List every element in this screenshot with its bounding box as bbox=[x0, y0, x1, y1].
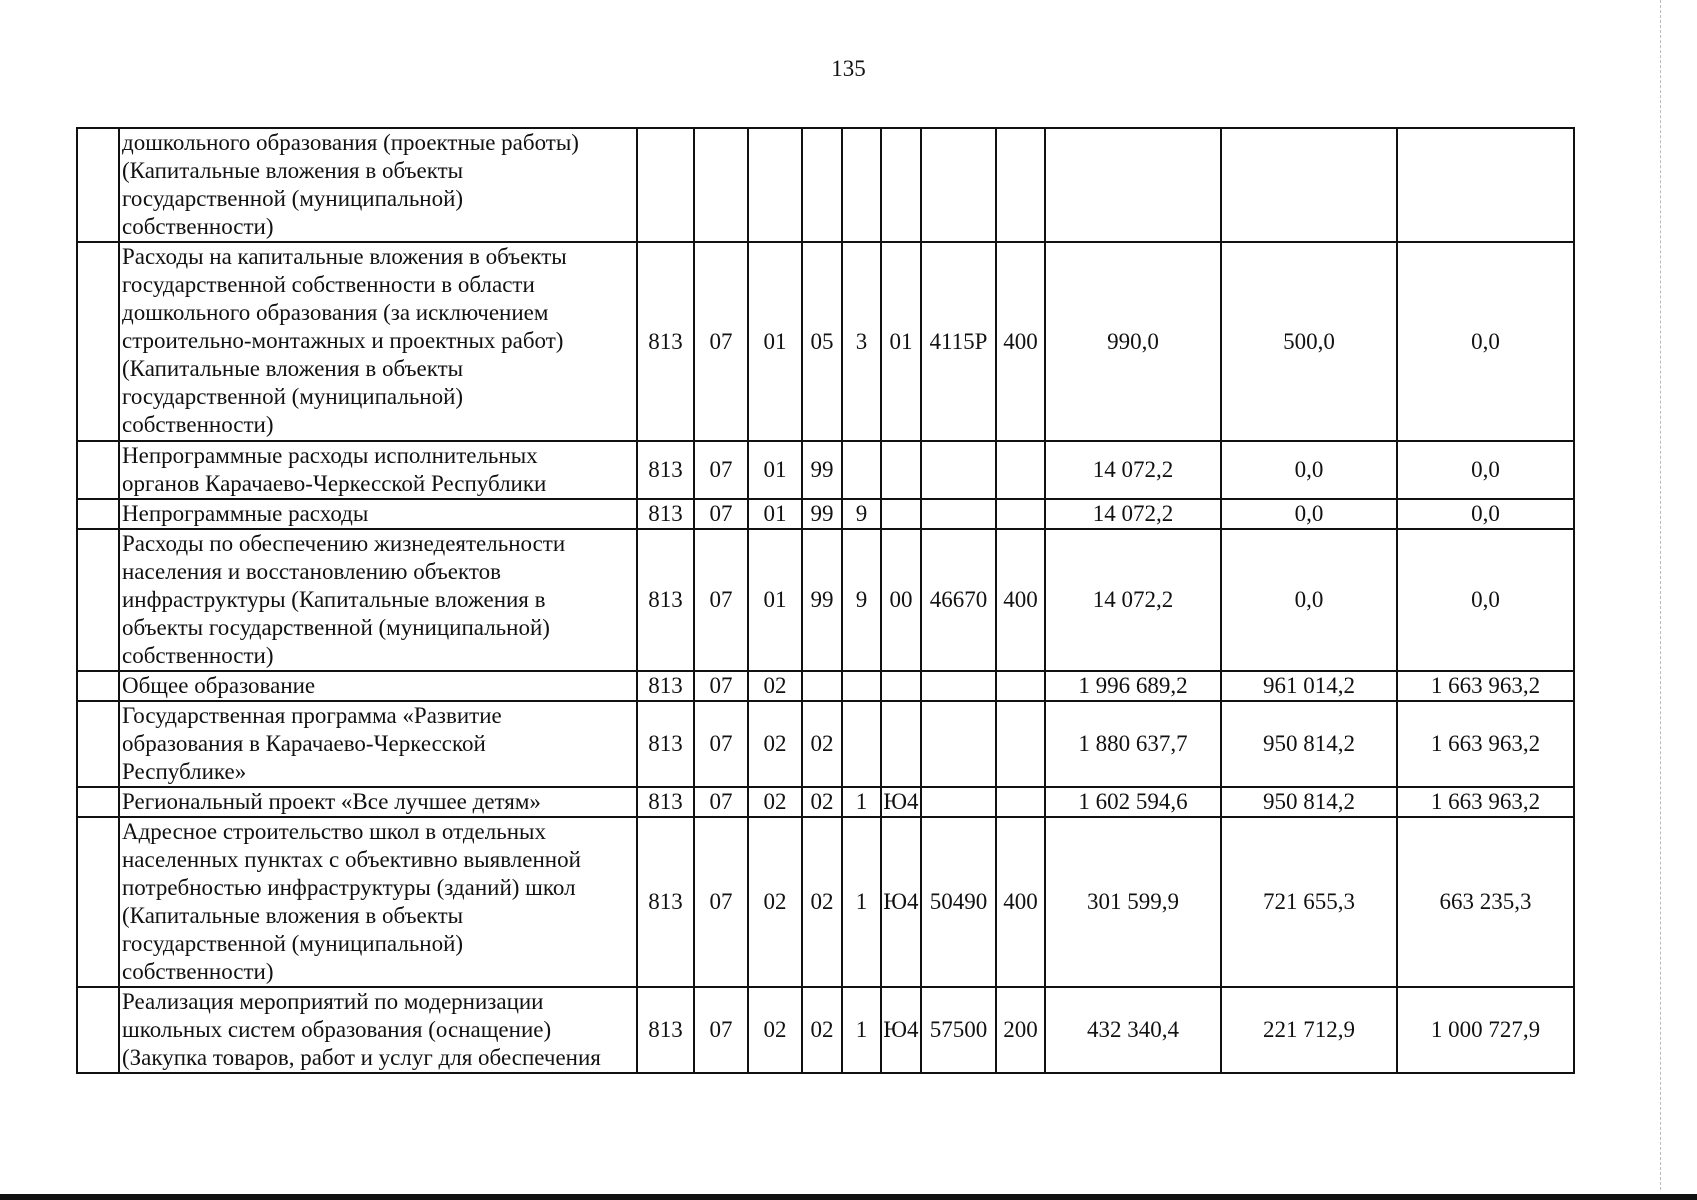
code-cell bbox=[996, 787, 1045, 817]
code-cell: 07 bbox=[694, 671, 748, 701]
code-cell: 813 bbox=[637, 787, 694, 817]
code-cell: 05 bbox=[802, 242, 842, 441]
code-cell: 07 bbox=[694, 817, 748, 987]
row-name: Государственная программа «Развитие образования в Карачаево-Черкесской Республике» bbox=[119, 701, 637, 787]
code-cell: 813 bbox=[637, 441, 694, 499]
code-cell bbox=[881, 128, 921, 242]
row-name: Общее образование bbox=[119, 671, 637, 701]
amount-cell: 0,0 bbox=[1221, 529, 1397, 671]
row-name: Адресное строительство школ в отдельных населенных пунктах с объективно выявленной потребностью инфраструктуры (зданий) школ (Капитальные вложения в объекты государственной (муниципальной) собственности) bbox=[119, 817, 637, 987]
code-cell: 9 bbox=[842, 529, 881, 671]
code-cell: 9 bbox=[842, 499, 881, 529]
row-name: Непрограммные расходы исполнительных органов Карачаево-Черкесской Республики bbox=[119, 441, 637, 499]
code-cell bbox=[921, 671, 996, 701]
code-cell bbox=[996, 128, 1045, 242]
code-cell: Ю4 bbox=[881, 787, 921, 817]
table-row bbox=[77, 987, 1574, 1073]
table-row bbox=[77, 671, 1574, 701]
amount-cell bbox=[1045, 128, 1221, 242]
row-index-cell bbox=[77, 701, 119, 787]
amount-cell: 990,0 bbox=[1045, 242, 1221, 441]
table-row bbox=[77, 817, 1574, 987]
code-cell: 07 bbox=[694, 441, 748, 499]
row-name: Региональный проект «Все лучшее детям» bbox=[119, 787, 637, 817]
amount-cell: 14 072,2 bbox=[1045, 529, 1221, 671]
code-cell bbox=[881, 499, 921, 529]
amount-cell: 0,0 bbox=[1397, 499, 1574, 529]
code-cell bbox=[996, 671, 1045, 701]
code-cell: 02 bbox=[748, 817, 802, 987]
amount-cell: 1 663 963,2 bbox=[1397, 787, 1574, 817]
amount-cell: 950 814,2 bbox=[1221, 701, 1397, 787]
code-cell bbox=[996, 441, 1045, 499]
scan-bottom-border bbox=[0, 1194, 1697, 1200]
row-index-cell bbox=[77, 529, 119, 671]
code-cell: 02 bbox=[748, 671, 802, 701]
code-cell bbox=[842, 441, 881, 499]
code-cell: 99 bbox=[802, 529, 842, 671]
table-row bbox=[77, 128, 1574, 242]
code-cell: 1 bbox=[842, 817, 881, 987]
code-cell bbox=[921, 128, 996, 242]
code-cell bbox=[996, 499, 1045, 529]
code-cell: 01 bbox=[748, 529, 802, 671]
code-cell: 813 bbox=[637, 701, 694, 787]
amount-cell: 0,0 bbox=[1221, 499, 1397, 529]
code-cell bbox=[802, 128, 842, 242]
amount-cell: 1 000 727,9 bbox=[1397, 987, 1574, 1073]
code-cell bbox=[748, 128, 802, 242]
amount-cell: 0,0 bbox=[1221, 441, 1397, 499]
code-cell bbox=[881, 441, 921, 499]
amount-cell: 1 996 689,2 bbox=[1045, 671, 1221, 701]
amount-cell: 961 014,2 bbox=[1221, 671, 1397, 701]
code-cell: 99 bbox=[802, 499, 842, 529]
scan-edge-mark bbox=[1660, 0, 1662, 1190]
row-index-cell bbox=[77, 441, 119, 499]
amount-cell: 1 663 963,2 bbox=[1397, 701, 1574, 787]
amount-cell: 432 340,4 bbox=[1045, 987, 1221, 1073]
code-cell bbox=[842, 671, 881, 701]
code-cell: Ю4 bbox=[881, 817, 921, 987]
code-cell: 813 bbox=[637, 817, 694, 987]
amount-cell: 1 602 594,6 bbox=[1045, 787, 1221, 817]
table-row bbox=[77, 441, 1574, 499]
code-cell: 02 bbox=[802, 817, 842, 987]
code-cell: 01 bbox=[748, 499, 802, 529]
code-cell: 3 bbox=[842, 242, 881, 441]
amount-cell: 221 712,9 bbox=[1221, 987, 1397, 1073]
code-cell: 1 bbox=[842, 987, 881, 1073]
amount-cell: 721 655,3 bbox=[1221, 817, 1397, 987]
row-index-cell bbox=[77, 128, 119, 242]
code-cell: 02 bbox=[748, 701, 802, 787]
amount-cell: 0,0 bbox=[1397, 529, 1574, 671]
code-cell: 01 bbox=[881, 242, 921, 441]
table-row bbox=[77, 529, 1574, 671]
amount-cell bbox=[1397, 128, 1574, 242]
amount-cell: 0,0 bbox=[1397, 242, 1574, 441]
code-cell bbox=[996, 701, 1045, 787]
code-cell: 99 bbox=[802, 441, 842, 499]
row-name: дошкольного образования (проектные работы) (Капитальные вложения в объекты государственной (муниципальной) собственности) bbox=[119, 128, 637, 242]
code-cell: 1 bbox=[842, 787, 881, 817]
code-cell bbox=[921, 701, 996, 787]
row-name: Расходы по обеспечению жизнедеятельности населения и восстановлению объектов инфраструктуры (Капитальные вложения в объекты государственной (муниципальной) собственности) bbox=[119, 529, 637, 671]
amount-cell bbox=[1221, 128, 1397, 242]
code-cell: 813 bbox=[637, 499, 694, 529]
code-cell: 07 bbox=[694, 701, 748, 787]
amount-cell: 1 663 963,2 bbox=[1397, 671, 1574, 701]
code-cell bbox=[881, 701, 921, 787]
code-cell: 02 bbox=[748, 787, 802, 817]
table-row bbox=[77, 787, 1574, 817]
amount-cell: 14 072,2 bbox=[1045, 441, 1221, 499]
code-cell: 813 bbox=[637, 987, 694, 1073]
code-cell bbox=[694, 128, 748, 242]
code-cell bbox=[802, 671, 842, 701]
code-cell: 813 bbox=[637, 529, 694, 671]
row-name: Реализация мероприятий по модернизации школьных систем образования (оснащение) (Закупка товаров, работ и услуг для обеспечения bbox=[119, 987, 637, 1073]
row-index-cell bbox=[77, 671, 119, 701]
amount-cell: 950 814,2 bbox=[1221, 787, 1397, 817]
code-cell bbox=[921, 787, 996, 817]
budget-table bbox=[76, 127, 1575, 1074]
row-name: Расходы на капитальные вложения в объекты государственной собственности в области дошкольного образования (за исключением строительно-монтажных и проектных работ) (Капитальные вложения в объекты государственной (муниципальной) собственности) bbox=[119, 242, 637, 441]
code-cell bbox=[637, 128, 694, 242]
row-index-cell bbox=[77, 987, 119, 1073]
code-cell: 00 bbox=[881, 529, 921, 671]
code-cell bbox=[881, 671, 921, 701]
page-number: 135 bbox=[831, 56, 866, 81]
code-cell: 813 bbox=[637, 242, 694, 441]
row-name: Непрограммные расходы bbox=[119, 499, 637, 529]
code-cell: 01 bbox=[748, 441, 802, 499]
amount-cell: 301 599,9 bbox=[1045, 817, 1221, 987]
code-cell bbox=[921, 441, 996, 499]
code-cell: 02 bbox=[748, 987, 802, 1073]
row-index-cell bbox=[77, 817, 119, 987]
code-cell: 07 bbox=[694, 499, 748, 529]
row-index-cell bbox=[77, 787, 119, 817]
code-cell: 02 bbox=[802, 787, 842, 817]
amount-cell: 1 880 637,7 bbox=[1045, 701, 1221, 787]
code-cell: 02 bbox=[802, 987, 842, 1073]
table-row bbox=[77, 242, 1574, 441]
code-cell: 07 bbox=[694, 242, 748, 441]
amount-cell: 14 072,2 bbox=[1045, 499, 1221, 529]
code-cell: Ю4 bbox=[881, 987, 921, 1073]
code-cell bbox=[842, 128, 881, 242]
code-cell: 07 bbox=[694, 529, 748, 671]
code-cell bbox=[842, 701, 881, 787]
code-cell: 400 bbox=[996, 817, 1045, 987]
code-cell: 50490 bbox=[921, 817, 996, 987]
code-cell: 46670 bbox=[921, 529, 996, 671]
amount-cell: 663 235,3 bbox=[1397, 817, 1574, 987]
code-cell: 07 bbox=[694, 787, 748, 817]
row-index-cell bbox=[77, 499, 119, 529]
code-cell: 01 bbox=[748, 242, 802, 441]
code-cell bbox=[921, 499, 996, 529]
amount-cell: 500,0 bbox=[1221, 242, 1397, 441]
amount-cell: 0,0 bbox=[1397, 441, 1574, 499]
code-cell: 57500 bbox=[921, 987, 996, 1073]
code-cell: 200 bbox=[996, 987, 1045, 1073]
code-cell: 400 bbox=[996, 529, 1045, 671]
table-row bbox=[77, 701, 1574, 787]
code-cell: 4115Р bbox=[921, 242, 996, 441]
code-cell: 813 bbox=[637, 671, 694, 701]
table-row bbox=[77, 499, 1574, 529]
row-index-cell bbox=[77, 242, 119, 441]
code-cell: 07 bbox=[694, 987, 748, 1073]
code-cell: 400 bbox=[996, 242, 1045, 441]
code-cell: 02 bbox=[802, 701, 842, 787]
